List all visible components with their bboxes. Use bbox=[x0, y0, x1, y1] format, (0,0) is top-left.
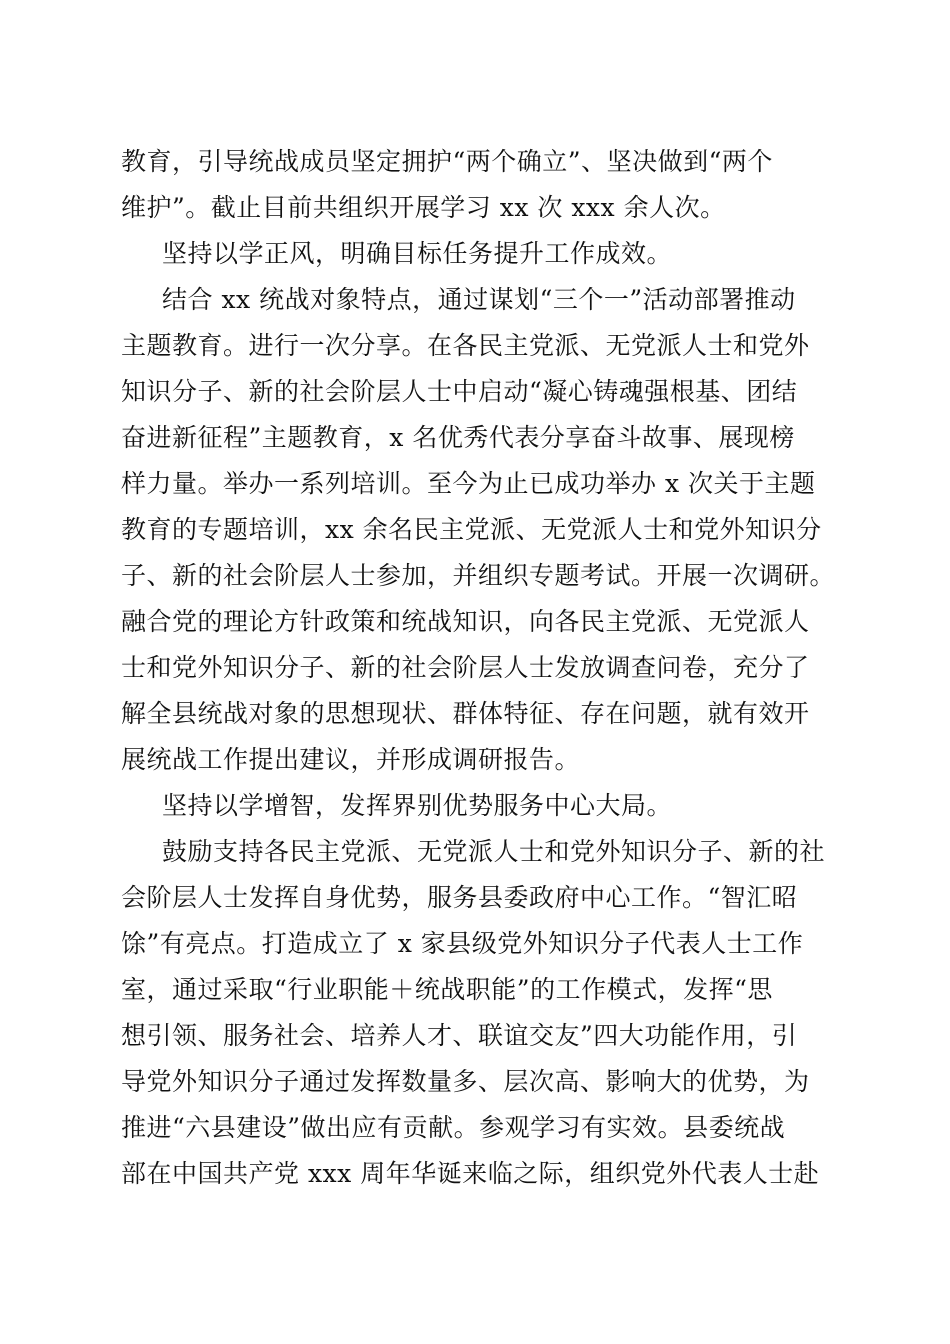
text-line: 教育，引导统战成员坚定拥护“两个确立”、坚决做到“两个 bbox=[121, 147, 773, 176]
section-heading: 坚持以学正风，明确目标任务提升工作成效。 bbox=[162, 239, 673, 268]
text-line: 展统战工作提出建议，并形成调研报告。 bbox=[121, 745, 581, 774]
text-line: 会阶层人士发挥自身优势，服务县委政府中心工作。“智汇昭 bbox=[121, 883, 798, 912]
text-line: 融合党的理论方针政策和统战知识，向各民主党派、无党派人 bbox=[121, 607, 810, 636]
text-line: 推进“六县建设”做出应有贡献。参观学习有实效。县委统战 bbox=[121, 1113, 786, 1142]
text-line: 室，通过采取“行业职能＋统战职能”的工作模式，发挥“思 bbox=[121, 975, 773, 1004]
text-line: 知识分子、新的社会阶层人士中启动“凝心铸魂强根基、团结 bbox=[121, 377, 798, 406]
text-line: 鼓励支持各民主党派、无党派人士和党外知识分子、新的社 bbox=[162, 837, 826, 866]
text-line: 士和党外知识分子、新的社会阶层人士发放调查问卷，充分了 bbox=[121, 653, 810, 682]
section-heading: 坚持以学增智，发挥界别优势服务中心大局。 bbox=[162, 791, 673, 820]
text-line: 主题教育。进行一次分享。在各民主党派、无党派人士和党外 bbox=[121, 331, 810, 360]
text-line: 样力量。举办一系列培训。至今为止已成功举办 x 次关于主题 bbox=[121, 469, 816, 498]
text-line: 馀”有亮点。打造成立了 x 家县级党外知识分子代表人士工作 bbox=[121, 929, 804, 958]
text-line: 解全县统战对象的思想现状、群体特征、存在问题，就有效开 bbox=[121, 699, 810, 728]
text-line: 导党外知识分子通过发挥数量多、层次高、影响大的优势，为 bbox=[121, 1067, 810, 1096]
text-line: 子、新的社会阶层人士参加，并组织专题考试。开展一次调研。 bbox=[121, 561, 836, 590]
text-line: 部在中国共产党 xxx 周年华诞来临之际，组织党外代表人士赴 bbox=[121, 1159, 820, 1188]
text-line: 维护”。截止目前共组织开展学习 xx 次 xxx 余人次。 bbox=[121, 193, 726, 222]
text-line: 教育的专题培训，xx 余名民主党派、无党派人士和党外知识分 bbox=[121, 515, 822, 544]
text-line: 想引领、服务社会、培养人才、联谊交友”四大功能作用，引 bbox=[121, 1021, 798, 1050]
text-line: 奋进新征程”主题教育，x 名优秀代表分享奋斗故事、展现榜 bbox=[121, 423, 795, 452]
text-line: 结合 xx 统战对象特点，通过谋划“三个一”活动部署推动 bbox=[162, 285, 796, 314]
